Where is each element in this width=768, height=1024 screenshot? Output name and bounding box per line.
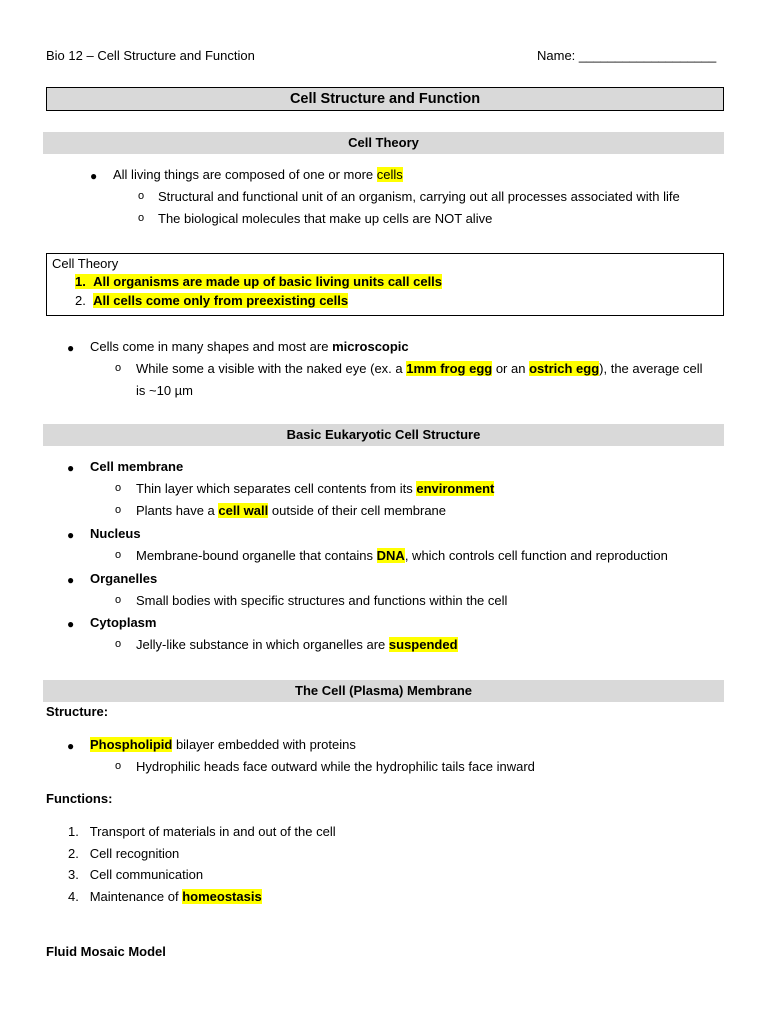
box-heading: Cell Theory: [52, 256, 119, 271]
sub-bullet-icon: o: [115, 549, 122, 561]
sub-bullet-icon: o: [115, 760, 122, 772]
section-heading-plasma-membrane: The Cell (Plasma) Membrane: [43, 680, 724, 702]
bullet-icon: ●: [67, 341, 75, 355]
bullet-icon: ●: [67, 617, 75, 631]
course-header: Bio 12 – Cell Structure and Function: [46, 48, 255, 63]
sub-list-item: While some a visible with the naked eye (ex. a 1mm frog egg or an ostrich egg), the average cell: [136, 361, 703, 376]
term-organelles: Organelles: [90, 571, 158, 586]
term-cytoplasm: Cytoplasm: [90, 615, 157, 630]
subheading-structure: Structure:: [46, 704, 109, 719]
list-item: Cells come in many shapes and most are microscopic: [90, 339, 409, 354]
numbered-item: 2. All cells come only from preexisting cells: [75, 293, 349, 308]
numbered-item: 3. Cell communication: [68, 867, 204, 882]
list-item: Phospholipid bilayer embedded with proteins: [90, 737, 356, 752]
subheading-fluid-mosaic: Fluid Mosaic Model: [46, 944, 166, 959]
subheading-functions: Functions:: [46, 791, 113, 806]
numbered-item: 1. All organisms are made up of basic living units call cells: [75, 274, 443, 289]
sub-list-item: Small bodies with specific structures and functions within the cell: [136, 593, 508, 608]
section-heading-cell-theory: Cell Theory: [43, 132, 724, 154]
bullet-icon: ●: [67, 573, 75, 587]
sub-bullet-icon: o: [115, 504, 122, 516]
sub-list-item: Hydrophilic heads face outward while the hydrophilic tails face inward: [136, 759, 535, 774]
sub-list-item: Jelly-like substance in which organelles are suspended: [136, 637, 458, 652]
term-nucleus: Nucleus: [90, 526, 141, 541]
highlight: cells: [376, 167, 403, 182]
sub-bullet-icon: o: [115, 594, 122, 606]
numbered-item: 2. Cell recognition: [68, 846, 180, 861]
sub-list-item: The biological molecules that make up cells are NOT alive: [158, 211, 493, 226]
term-cell-membrane: Cell membrane: [90, 459, 184, 474]
bullet-icon: ●: [67, 461, 75, 475]
sub-bullet-icon: o: [115, 362, 122, 374]
sub-bullet-icon: o: [138, 212, 145, 224]
section-heading-eukaryotic: Basic Eukaryotic Cell Structure: [43, 424, 724, 446]
numbered-item: 4. Maintenance of homeostasis: [68, 889, 262, 904]
numbered-item: 1. Transport of materials in and out of the cell: [68, 824, 336, 839]
sub-list-item: Membrane-bound organelle that contains DNA, which controls cell function and reproduction: [136, 548, 668, 563]
page-title: Cell Structure and Function: [46, 87, 724, 111]
sub-bullet-icon: o: [115, 638, 122, 650]
list-item: All living things are composed of one or more cells: [113, 167, 403, 182]
name-field-label: Name: ___________________: [537, 48, 717, 63]
bullet-icon: ●: [67, 739, 75, 753]
sub-list-item: Structural and functional unit of an organism, carrying out all processes associated with life: [158, 189, 680, 204]
sub-list-item: Thin layer which separates cell contents from its environment: [136, 481, 495, 496]
bullet-icon: ●: [90, 169, 98, 183]
bullet-icon: ●: [67, 528, 75, 542]
sub-bullet-icon: o: [138, 190, 145, 202]
sub-list-item: Plants have a cell wall outside of their cell membrane: [136, 503, 447, 518]
sub-bullet-icon: o: [115, 482, 122, 494]
sub-list-item-continuation: is ~10 µm: [136, 383, 193, 398]
